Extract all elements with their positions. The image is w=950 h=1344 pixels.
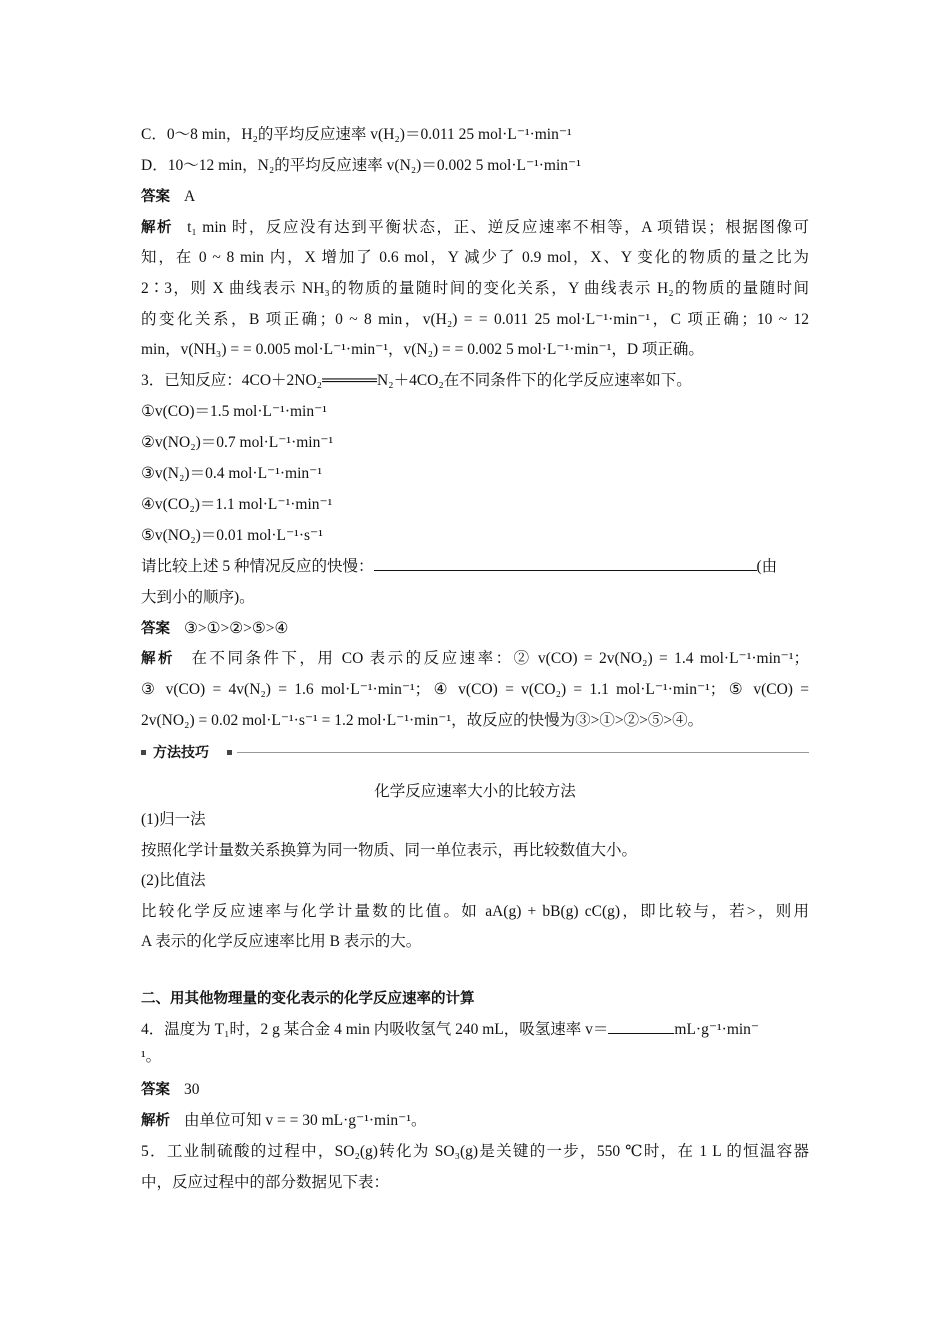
question-3: 3．已知反应：4CO＋2NO₂═════N₂＋4CO₂在不同条件下的化学反应速率如下。 <box>141 372 692 389</box>
explanation-2-line-2: 知，在 0 ~ 8 min 内，X 增加了 0.6 mol，Y 减少了 0.9 mol，X、Y 变化的物质的量之比为 <box>141 249 809 266</box>
divider-line <box>237 752 809 753</box>
method-tips-divider <box>141 742 809 764</box>
square-bullet-icon <box>227 750 232 755</box>
explanation-3-line-3: 2v(NO₂) = 0.02 mol·L⁻¹·s⁻¹ = 1.2 mol·L⁻¹·min⁻¹，故反应的快慢为③>①>②>⑤>④。 <box>141 712 704 729</box>
explanation-label: 解析 <box>141 651 175 667</box>
question-5-line-1: 5．工业制硫酸的过程中，SO₂(g)转化为 SO₃(g)是关键的一步，550 ℃时，在 1 L 的恒温容器 <box>141 1143 809 1160</box>
explanation-2-line-4: 的变化关系，B 项正确；0 ~ 8 min，v(H₂) = = 0.011 25 mol·L⁻¹·min⁻¹，C 项正确；10 ~ 12 <box>141 311 809 328</box>
answer-value: 30 <box>184 1081 200 1098</box>
question-5-line-2: 中，反应过程中的部分数据见下表： <box>141 1174 390 1191</box>
explanation-2-line-5: min，v(NH₃) = = 0.005 mol·L⁻¹·min⁻¹，v(N₂) = = 0.002 5 mol·L⁻¹·min⁻¹，D 项正确。 <box>141 341 704 358</box>
explanation-label: 解析 <box>141 1113 170 1129</box>
question-4: 4．温度为 T₁时，2 g 某合金 4 min 内吸收氢气 240 mL，吸氢速率 v＝ mL·g⁻¹·min⁻ <box>141 1021 760 1038</box>
question-3-ask: 请比较上述 5 种情况反应的快慢： (由 <box>141 558 778 575</box>
answer-4 <box>141 1079 809 1101</box>
rate-item-4: ④v(CO₂)＝1.1 mol·L⁻¹·min⁻¹ <box>141 496 333 513</box>
section-2-heading: 二、用其他物理量的变化表示的化学反应速率的计算 <box>141 991 475 1007</box>
rate-item-1: ①v(CO)＝1.5 mol·L⁻¹·min⁻¹ <box>141 403 327 420</box>
answer-label: 答案 <box>141 189 170 205</box>
question-4-line-2: ¹。 <box>141 1048 162 1065</box>
square-bullet-icon <box>141 750 146 755</box>
option-d: D．10～12 min，N₂的平均反应速率 v(N₂)＝0.002 5 mol·L⁻¹·min⁻¹ <box>141 157 581 174</box>
answer-blank[interactable] <box>608 1019 674 1034</box>
method-tips-title: 方法技巧 <box>153 745 209 761</box>
answer-value: A <box>184 188 196 205</box>
method-1-text: 按照化学计量数关系换算为同一物质、同一单位表示，再比较数值大小。 <box>141 842 638 859</box>
method-1-title: (1)归一法 <box>141 811 206 828</box>
method-heading: 化学反应速率大小的比较方法 <box>374 782 576 800</box>
rate-item-3: ③v(N₂)＝0.4 mol·L⁻¹·min⁻¹ <box>141 465 322 482</box>
rate-item-2: ②v(NO₂)＝0.7 mol·L⁻¹·min⁻¹ <box>141 434 334 451</box>
option-c: C．0～8 min，H₂的平均反应速率 v(H₂)＝0.011 25 mol·L⁻¹·min⁻¹ <box>141 126 572 143</box>
explanation-3-line-1: 解析 在不同条件下，用 CO 表示的反应速率：② v(CO) = 2v(NO₂) = 1.4 mol·L⁻¹·min⁻¹； <box>141 650 809 667</box>
method-2-text-2: A 表示的化学反应速率比用 B 表示的大。 <box>141 933 422 950</box>
answer-blank[interactable] <box>374 556 757 571</box>
method-2-text-1: 比较化学反应速率与化学计量数的比值。如 aA(g) + bB(g) cC(g)，即比较与，若>，则用 <box>141 903 809 920</box>
answer-label: 答案 <box>141 1082 170 1098</box>
explanation-3-line-2: ③ v(CO) = 4v(N₂) = 1.6 mol·L⁻¹·min⁻¹；④ v(CO) = v(CO₂) = 1.1 mol·L⁻¹·min⁻¹；⑤ v(CO) = <box>141 681 809 698</box>
explanation-4: 解析 由单位可知 v = = 30 mL·g⁻¹·min⁻¹。 <box>141 1112 427 1129</box>
answer-3 <box>141 618 809 640</box>
answer-value: ③>①>②>⑤>④ <box>184 620 289 637</box>
method-2-title: (2)比值法 <box>141 872 206 889</box>
rate-item-5: ⑤v(NO₂)＝0.01 mol·L⁻¹·s⁻¹ <box>141 527 323 544</box>
question-3-ask-line-2: 大到小的顺序)。 <box>141 589 255 606</box>
answer-label: 答案 <box>141 621 170 637</box>
answer-2 <box>141 186 809 208</box>
explanation-label: 解析 <box>141 220 174 236</box>
explanation-2-line-1: 解析 t₁ min 时，反应没有达到平衡状态，正、逆反应速率不相等，A 项错误；根据图像可 <box>141 219 809 236</box>
explanation-2-line-3: 2∶3，则 X 曲线表示 NH₃的物质的量随时间的变化关系，Y 曲线表示 H₂的物质的量随时间 <box>141 280 809 297</box>
